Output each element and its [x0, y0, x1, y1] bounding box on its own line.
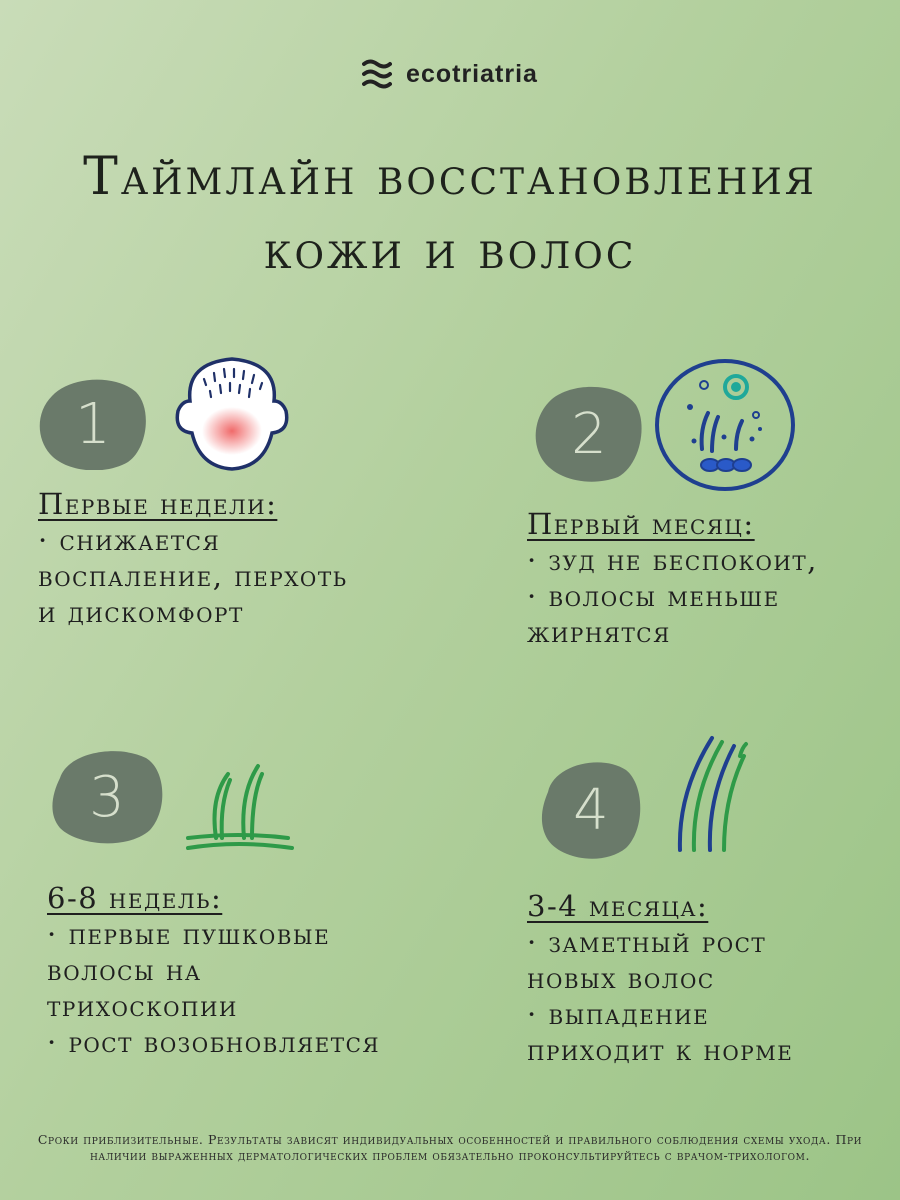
- step-3-text: [47, 880, 380, 1060]
- title-line-1: Таймлайн восстановления: [83, 147, 817, 207]
- step-2-line-3: жирнятся: [527, 615, 671, 649]
- title-line-2: кожи и волос: [263, 221, 637, 281]
- brand-header: [0, 58, 900, 90]
- step-4-line-1: · заметный рост: [527, 924, 793, 960]
- wave-lines-icon: [362, 58, 392, 90]
- step-4-text: [527, 888, 793, 1068]
- step-1-number: 1: [75, 391, 111, 457]
- step-3-line-2: волосы на: [47, 953, 202, 987]
- step-1-heading: Первые недели:: [38, 487, 278, 521]
- step-4-number: 4: [573, 777, 609, 843]
- page-title: [0, 140, 900, 288]
- step-2-line-2: · волосы меньше: [527, 578, 818, 614]
- step-4-heading: 3-4 месяца:: [527, 889, 709, 923]
- step-2-text: [527, 506, 818, 650]
- step-3-line-1: · первые пушковые: [47, 916, 380, 952]
- step-3-heading: 6-8 недель:: [47, 881, 223, 915]
- vellus-hair-icon: [182, 744, 294, 860]
- brand-name: ecotriatria: [406, 59, 538, 88]
- step-1-number-blob: [38, 378, 148, 470]
- disclaimer-footnote: Сроки приблизительные. Результаты зависят индивидуальных особенностей и правильного соблюдения схемы ухода. При наличии выраженных дерматологических проблем обязательно проконсультируйтесь с врачом-трихологом.: [37, 1132, 863, 1163]
- step-2-line-1: · зуд не беспокоит,: [527, 542, 818, 578]
- step-1-line-1: · снижается: [38, 522, 348, 558]
- long-hair-strands-icon: [668, 732, 760, 858]
- step-2-number-blob: [534, 385, 644, 483]
- microbe-circle-icon: [652, 357, 798, 497]
- step-4-line-3: · выпадение: [527, 996, 793, 1032]
- step-1-line-3: и дискомфорт: [38, 595, 244, 629]
- step-4-line-4: приходит к норме: [527, 1033, 794, 1067]
- step-3-line-3: трихоскопии: [47, 989, 238, 1023]
- step-1-line-2: воспаление, перхоть: [38, 559, 348, 593]
- step-4-line-2: новых волос: [527, 961, 715, 995]
- step-2-number: 2: [571, 401, 607, 467]
- scalp-head-icon: [170, 355, 294, 477]
- step-3-line-4: · рост возобновляется: [47, 1024, 380, 1060]
- step-2-heading: Первый месяц:: [527, 507, 755, 541]
- step-4-number-blob: [538, 758, 644, 862]
- step-3-number: 3: [89, 764, 125, 830]
- step-3-number-blob: [48, 748, 166, 846]
- step-1-text: [38, 486, 348, 630]
